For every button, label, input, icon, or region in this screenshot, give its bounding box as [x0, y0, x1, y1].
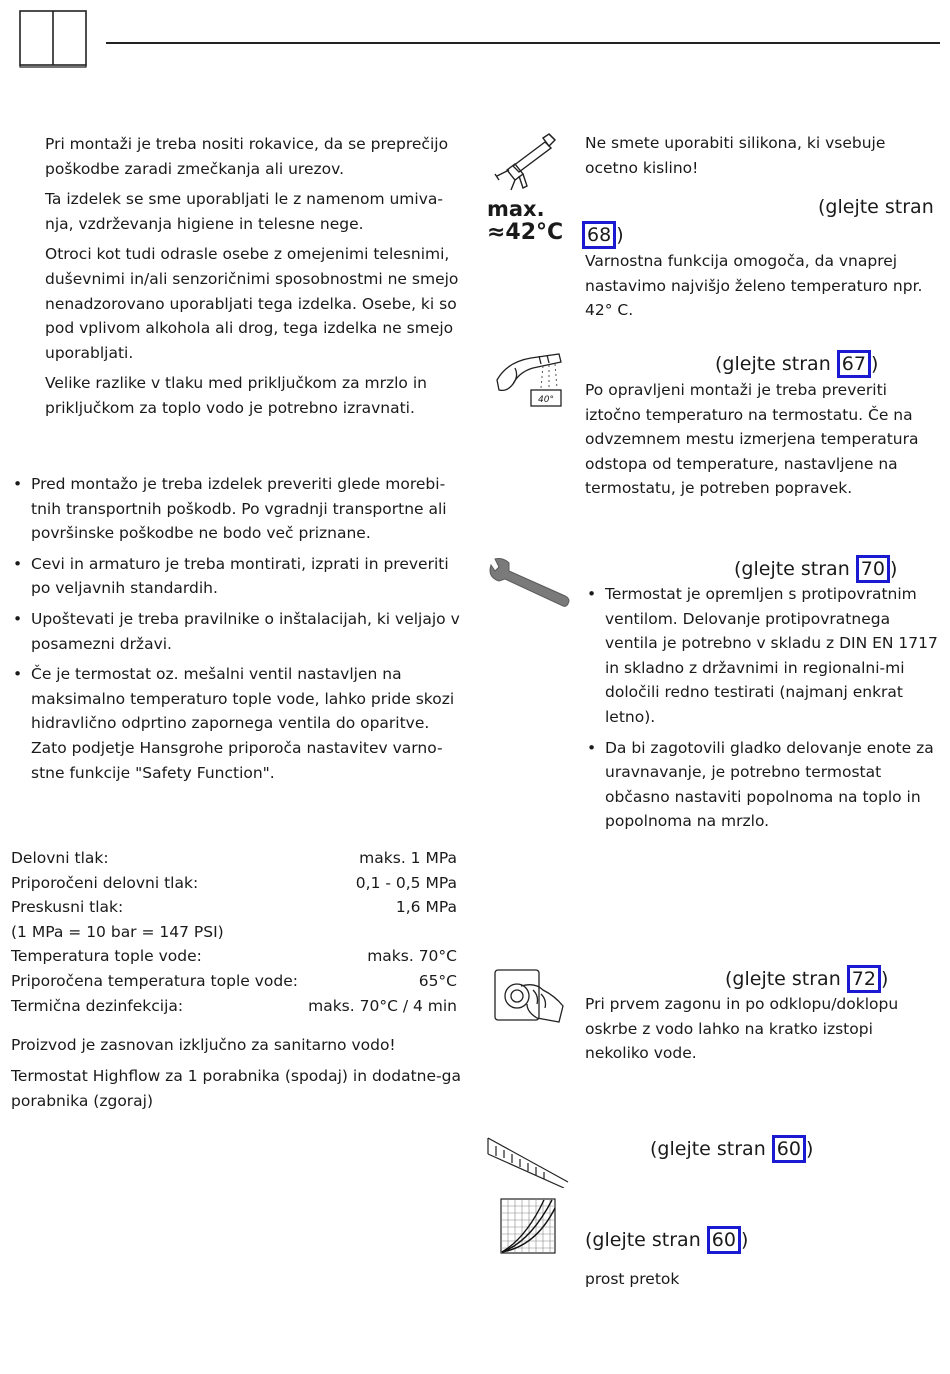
thermostat-hand-icon [493, 966, 565, 1024]
calibration-ref [715, 350, 878, 378]
page-link[interactable]: 70 [856, 555, 890, 583]
spec-row [11, 969, 457, 994]
dimensions-ruler-icon [486, 1136, 570, 1188]
installation-bullet: • Pred montažo je treba izdelek preveriti glede morebi-tnih transportnih poškodb. Po vgradnji transportne ali površinske poškodbe ne bodo več priznane. [11, 472, 463, 546]
ref-suffix: ) [805, 1138, 814, 1160]
safety-paragraph-purpose: Ta izdelek se sme uporabljati le z namenom umiva-nja, vzdrževanja higiene in telesne nege. [45, 190, 443, 233]
spec-label: Priporočena temperatura tople vode: [11, 971, 298, 990]
maintenance-ref [734, 555, 897, 583]
sanitary-note: Proizvod je zasnovan izključno za sanitarno vodo! [11, 1036, 396, 1054]
safety-paragraph-children: Otroci kot tudi odrasle osebe z omejenimi telesnimi, duševnimi in/ali senzoričnimi sposobnostmi ne smejo nenadzorovano uporabljati tega izdelka. Osebe, ki so pod vplivom alkohola ali drog, tega izdelka ne smejo uporabljati. [45, 245, 459, 362]
spec-row [11, 920, 457, 945]
header-rule [106, 42, 940, 44]
safety-function-ref [818, 194, 934, 220]
ref-prefix: (glejte stran [585, 1229, 701, 1251]
safety-paragraph-pressure: Velike razlike v tlaku med priključkom za mrzlo in priključkom za toplo vodo je potrebno izravnati. [45, 374, 427, 417]
installation-bullet: • Če je termostat oz. mešalni ventil nastavljen na maksimalno temperaturo tople vode, lahko pride skozi hidravlično odprtino zapornega ventila do oparitve. Zato podjetje Hansgrohe priporoča nastavitev varno-stne funkcije "Safety Function". [11, 662, 463, 785]
flow-diagram-ref [585, 1226, 748, 1254]
page-link[interactable]: 60 [772, 1135, 806, 1163]
ref-prefix: (glejte stran [650, 1138, 766, 1160]
safety-function-ref-page [582, 221, 624, 249]
thermometer-reading: 40° [538, 395, 554, 405]
ref-prefix: (glejte stran [715, 353, 831, 375]
maintenance-bullet: • Da bi zagotovili gladko delovanje enote za uravnavanje, je potrebno termostat občasno nastaviti popolnoma na toplo in popolnoma na mrzlo. [585, 736, 940, 834]
ref-prefix: (glejte stran [818, 196, 934, 218]
flow-diagram-icon [500, 1198, 556, 1254]
spec-label: Termična dezinfekcija: [11, 996, 184, 1015]
flow-diagram-caption: prost pretok [585, 1270, 680, 1288]
ref-suffix: ) [889, 558, 898, 580]
installation-notes [11, 472, 463, 791]
installation-bullet: • Upoštevati je treba pravilnike o inštalacijah, ki veljajo v posamezni državi. [11, 607, 463, 656]
calibration-text: Po opravljeni montaži je treba preveriti iztočno temperaturo na termostatu. Če na odvzemnem mestu izmerjena temperatura odstopa od temperature, nastavljene na termostatu, je potreben popravek. [585, 381, 919, 498]
page-link[interactable]: 68 [582, 221, 616, 249]
dimensions-ref [650, 1135, 813, 1163]
ref-suffix: ) [870, 353, 879, 375]
page-link[interactable]: 72 [847, 965, 881, 993]
highflow-note: Termostat Highflow za 1 porabnika (spodaj) in dodatne-ga porabnika (zgoraj) [11, 1067, 461, 1110]
spec-label: (1 MPa = 10 bar = 147 PSI) [11, 922, 224, 941]
first-start-ref [725, 965, 888, 993]
spec-row [11, 994, 457, 1019]
spec-value: 0,1 - 0,5 MPa [355, 873, 457, 892]
maintenance-list [585, 582, 940, 840]
ref-suffix: ) [616, 224, 624, 246]
spec-row [11, 871, 457, 896]
manual-book-icon [19, 10, 87, 68]
spec-row [11, 944, 457, 969]
spec-label: Preskusni tlak: [11, 898, 124, 917]
ref-suffix: ) [880, 968, 889, 990]
spec-row [11, 895, 457, 920]
spec-value: 65°C [418, 971, 457, 990]
safety-function-text: Varnostna funkcija omogoča, da vnaprej nastavimo najvišjo želeno temperaturo npr. 42° C. [585, 252, 923, 320]
technical-data-table [11, 846, 457, 1018]
first-start-text: Pri prvem zagonu in po odklopu/doklopu oskrbe z vodo lahko na kratko izstopi nekoliko vode. [585, 995, 899, 1063]
ref-prefix: (glejte stran [725, 968, 841, 990]
safety-section [45, 132, 465, 427]
hand-shower-thermometer-icon [493, 350, 565, 410]
page-link[interactable]: 67 [837, 350, 871, 378]
ref-prefix: (glejte stran [734, 558, 850, 580]
installation-bullet: • Cevi in armaturo je treba montirati, izprati in preveriti po veljavnih standardih. [11, 552, 463, 601]
max-temp-value: ≈42°C [487, 220, 564, 245]
safety-paragraph-gloves: Pri montaži je treba nositi rokavice, da se preprečijo poškodbe zaradi zmečkanja ali urezov. [45, 135, 449, 178]
wrench-icon [487, 555, 571, 611]
spec-value: maks. 70°C / 4 min [308, 996, 457, 1015]
ref-suffix: ) [740, 1229, 749, 1251]
silicone-warning: Ne smete uporabiti silikona, ki vsebuje ocetno kislino! [585, 134, 886, 177]
spec-value: 1,6 MPa [395, 898, 457, 917]
page-link[interactable]: 60 [707, 1226, 741, 1254]
spec-label: Priporočeni delovni tlak: [11, 873, 199, 892]
max-temp-badge [487, 197, 577, 245]
maintenance-bullet: • Termostat je opremljen s protipovratnim ventilom. Delovanje protipovratnega ventila je potrebno v skladu z DIN EN 1717 in skladno z državnimi in regionalni-mi določili redno testirati (najmanj enkrat letno). [585, 582, 940, 730]
spec-value: maks. 70°C [367, 947, 457, 966]
spec-value: maks. 1 MPa [359, 849, 457, 867]
silicone-gun-icon [493, 130, 561, 192]
max-label: max. [487, 197, 545, 221]
spec-row [11, 846, 457, 871]
spec-label: Delovni tlak: [11, 849, 109, 867]
spec-label: Temperatura tople vode: [11, 947, 202, 966]
